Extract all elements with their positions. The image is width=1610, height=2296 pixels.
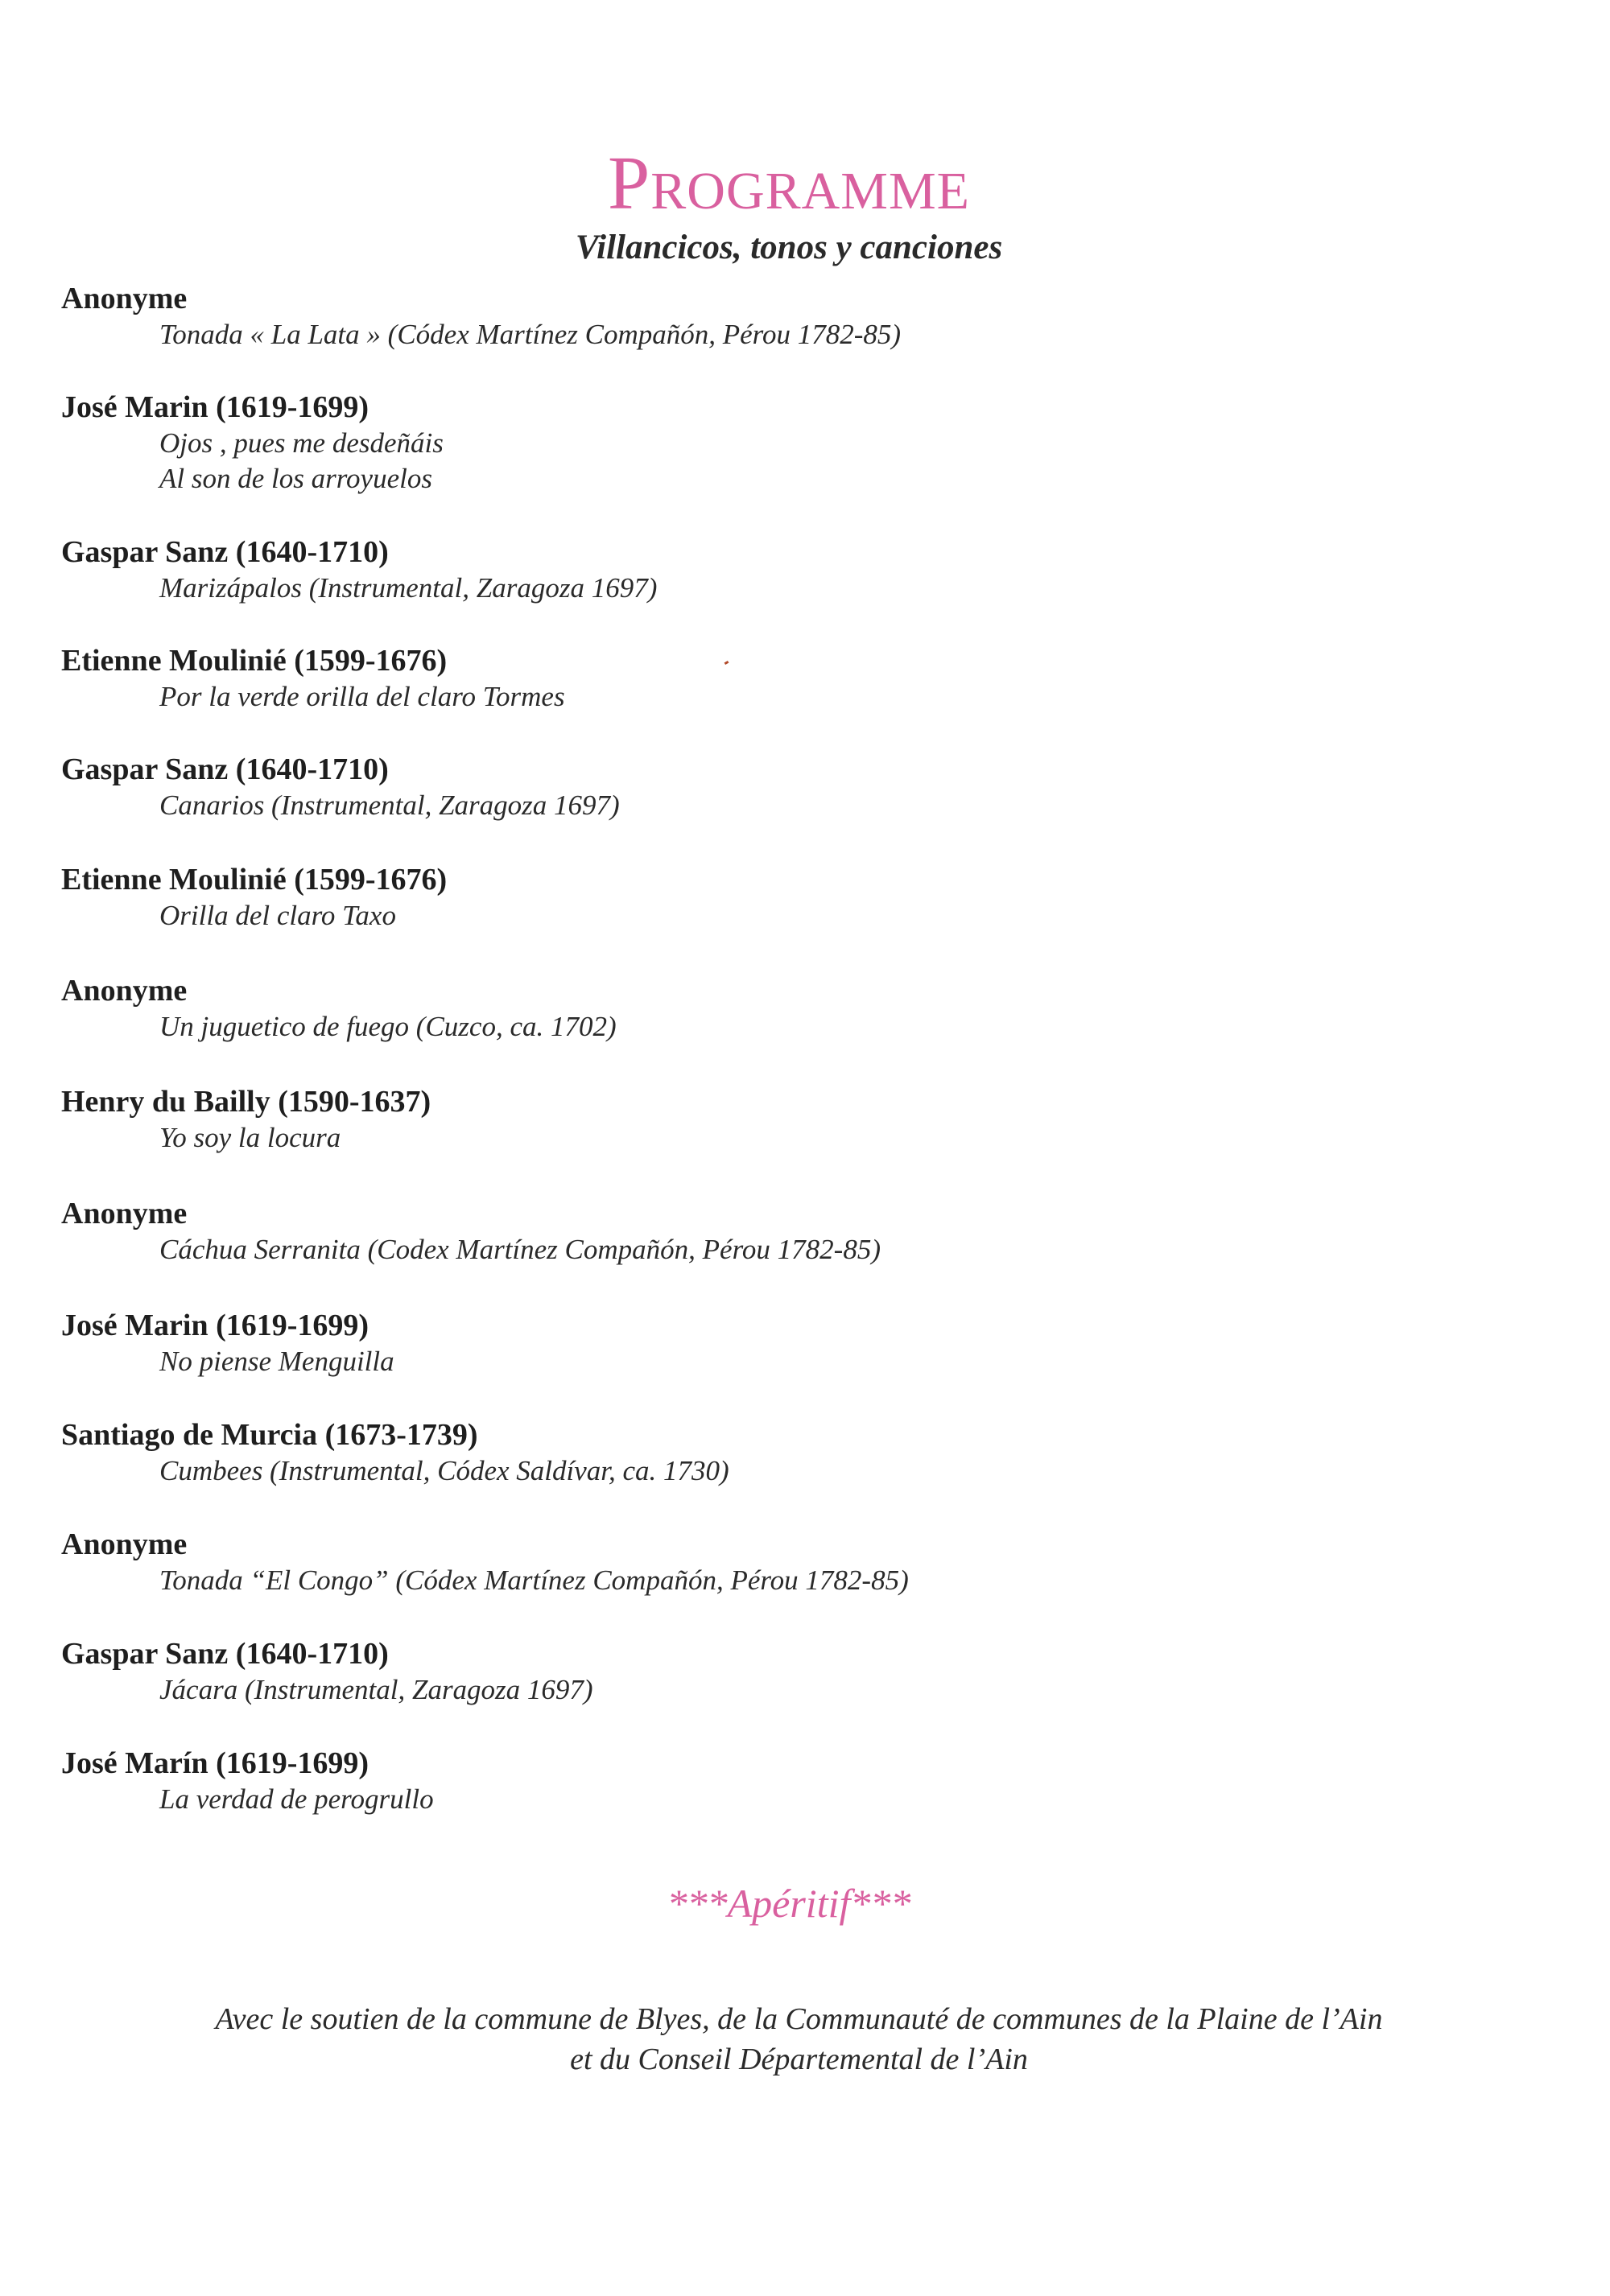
programme-entry xyxy=(61,280,1430,352)
work-title: Canarios (Instrumental, Zaragoza 1697) xyxy=(159,789,620,821)
programme-entry xyxy=(61,1745,1430,1817)
work-title: Marizápalos (Instrumental, Zaragoza 1697) xyxy=(159,572,658,604)
programme-entry xyxy=(61,1635,1430,1708)
programme-entry xyxy=(61,1307,1430,1379)
programme-entry xyxy=(61,1195,1430,1268)
work-title: Yo soy la locura xyxy=(159,1122,341,1153)
composer-name: Henry du Bailly (1590-1637) xyxy=(61,1085,431,1119)
work-title: Por la verde orilla del claro Tormes xyxy=(159,681,565,712)
composer-name: Gaspar Sanz (1640-1710) xyxy=(61,752,389,786)
work-title: Orilla del claro Taxo xyxy=(159,900,396,931)
aperitif-note: ***Apéritif*** xyxy=(667,1881,911,1926)
composer-name: Anonyme xyxy=(61,282,188,315)
work-title: Jácara (Instrumental, Zaragoza 1697) xyxy=(159,1674,593,1705)
composer-name: Gaspar Sanz (1640-1710) xyxy=(61,1637,389,1671)
programme-entry xyxy=(61,1083,1430,1156)
composer-name: Etienne Moulinié (1599-1676) xyxy=(61,644,448,678)
programme-entry xyxy=(61,972,1430,1045)
work-title: Tonada “El Congo” (Códex Martínez Compañón, Pérou 1782-85) xyxy=(159,1564,909,1596)
composer-name: Etienne Moulinié (1599-1676) xyxy=(61,863,448,897)
work-title: Cáchua Serranita (Codex Martínez Compañón, Pérou 1782-85) xyxy=(159,1234,881,1265)
page-subtitle: Villancicos, tonos y canciones xyxy=(575,229,1003,266)
work-title: La verdad de perogrullo xyxy=(159,1783,434,1815)
sponsor-acknowledgement xyxy=(0,1999,1598,2080)
work-title: Tonada « La Lata » (Códex Martínez Compañón, Pérou 1782-85) xyxy=(159,319,902,350)
page-title: Programme xyxy=(608,141,970,225)
composer-name: José Marin (1619-1699) xyxy=(61,1309,369,1342)
work-title: Un juguetico de fuego (Cuzco, ca. 1702) xyxy=(159,1011,617,1042)
composer-name: José Marín (1619-1699) xyxy=(61,1746,369,1780)
programme-entry xyxy=(61,389,1430,497)
work-title: Al son de los arroyuelos xyxy=(159,463,432,494)
sponsor-line: et du Conseil Départemental de l’Ain xyxy=(570,2042,1028,2076)
programme-entry xyxy=(61,1416,1430,1489)
composer-name: Anonyme xyxy=(61,1527,188,1561)
work-title: Cumbees (Instrumental, Códex Saldívar, ca. 1730) xyxy=(159,1455,729,1486)
work-title: No piense Menguilla xyxy=(159,1346,394,1377)
composer-name: Anonyme xyxy=(61,974,188,1008)
composer-name: Santiago de Murcia (1673-1739) xyxy=(61,1418,478,1452)
work-title: Ojos , pues me desdeñáis xyxy=(159,427,444,459)
programme-entry xyxy=(61,1526,1430,1598)
programme-entry xyxy=(61,534,1430,606)
programme-entry xyxy=(61,642,1430,715)
composer-name: José Marin (1619-1699) xyxy=(61,390,369,424)
composer-name: Gaspar Sanz (1640-1710) xyxy=(61,535,389,569)
composer-name: Anonyme xyxy=(61,1197,188,1230)
programme-entry xyxy=(61,861,1430,934)
programme-entry xyxy=(61,751,1430,823)
sponsor-line: Avec le soutien de la commune de Blyes, de la Communauté de communes de la Plaine de l’Ain xyxy=(215,2002,1383,2036)
